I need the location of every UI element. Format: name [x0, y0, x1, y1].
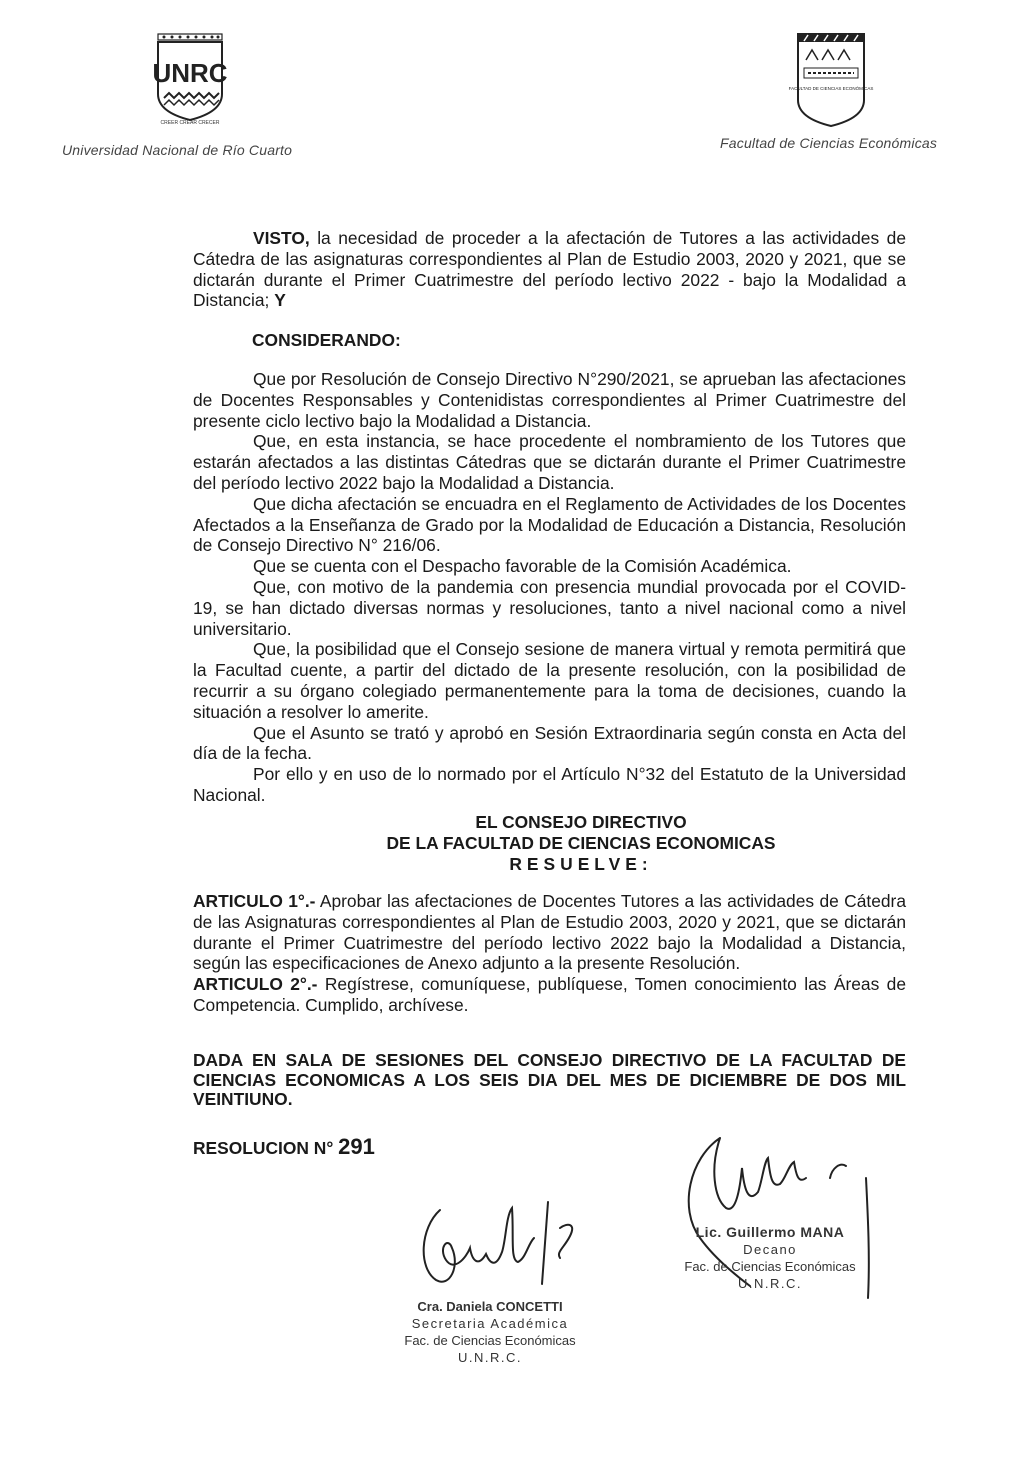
unrc-logo: [150, 30, 230, 130]
considerando-paragraph: Que, la posibilidad que el Consejo sesione de manera virtual y remota permitirá que la Facultad cuente, a partir del dictado de la presente resolución, con la posibilidad de recurrir a su órgano colegiado permanentemente para la toma de decisiones, cuando la situación a resolver lo amerite.: [193, 639, 906, 722]
signatory-left: [360, 1298, 620, 1366]
article-text: Regístrese, comuníquese, publíquese, Tomen conocimiento las Áreas de Competencia. Cumplido, archívese.: [193, 974, 906, 1015]
consejo-line-2: DE LA FACULTAD DE CIENCIAS ECONOMICAS: [386, 833, 776, 853]
visto-end: Y: [274, 290, 286, 311]
consejo-line-1: EL CONSEJO DIRECTIVO: [475, 812, 687, 832]
visto-label: VISTO,: [253, 228, 310, 248]
considerando-paragraph: Por ello y en uso de lo normado por el Artículo N°32 del Estatuto de la Universidad Nacional.: [193, 764, 906, 805]
considerando-heading: CONSIDERANDO:: [252, 330, 401, 350]
article-label: ARTICULO 1°.-: [193, 891, 316, 911]
signatory-role: Secretaria Académica: [411, 1316, 569, 1331]
signatory-right: [655, 1224, 885, 1292]
article-label: ARTICULO 2°.-: [193, 974, 318, 995]
faculty-logo: [788, 30, 874, 128]
handwritten-signature-left: [410, 1188, 590, 1298]
signatory-name: Cra. Daniela CONCETTI: [417, 1299, 563, 1314]
signatory-uni: U.N.R.C.: [738, 1276, 802, 1291]
resuelve-line: RESUELVE:: [509, 854, 653, 874]
logo-tagline: CREER CREAR CRECER: [160, 120, 220, 126]
signatory-org: Fac. de Ciencias Económicas: [404, 1333, 576, 1348]
article-2: [193, 974, 906, 1016]
signatory-org: Fac. de Ciencias Económicas: [684, 1259, 856, 1274]
article-text: Aprobar las afectaciones de Docentes Tutores a las actividades de Cátedra de las Asignaturas correspondientes al Plan de Estudio 2003, 2020 y 2021, que se dictarán durante el Primer Cuatrimestre del período lectivo 2022 bajo la Modalidad a Distancia, según las especificaciones de Anexo adjunto a la presente Resolución.: [193, 891, 907, 974]
considerando-paragraph: Que el Asunto se trató y aprobó en Sesión Extraordinaria según consta en Acta del día de la fecha.: [193, 722, 906, 764]
considerando-paragraph: Que, con motivo de la pandemia con presencia mundial provocada por el COVID-19, se han dictado diversas normas y resoluciones, tanto a nivel nacional como a nivel universitario.: [193, 576, 906, 639]
resolution-value: 291: [338, 1134, 375, 1159]
considerando-paragraph: Que por Resolución de Consejo Directivo N°290/2021, se aprueban las afectaciones de Docentes Responsables y Contenidistas correspondientes al Primer Cuatrimestre del presente ciclo lectivo bajo la Modalidad a Distancia.: [193, 369, 906, 431]
considerando-paragraph: Que, en esta instancia, se hace procedente el nombramiento de los Tutores que estarán afectados a las distintas Cátedras que se dictarán durante el Primer Cuatrimestre del período lectivo 2022 bajo la Modalidad a Distancia.: [193, 431, 906, 493]
consejo-heading: [193, 812, 969, 875]
visto-paragraph: [193, 228, 906, 311]
dada-closing: DADA EN SALA DE SESIONES DEL CONSEJO DIRECTIVO DE LA FACULTAD DE CIENCIAS ECONOMICAS A LOS SEIS DIA DEL MES DE DICIEMBRE DE DOS MIL VEINTIUNO.: [193, 1050, 906, 1109]
visto-text: la necesidad de proceder a la afectación de Tutores a las actividades de Cátedra de las asignaturas correspondientes al Plan de Estudio 2003, 2020 y 2021, que se dictarán durante el Primer Cuatrimestre del período lectivo 2022 - bajo la Modalidad a Distancia;: [193, 228, 906, 311]
article-1: [193, 891, 906, 974]
resolution-label: RESOLUCION N°: [193, 1138, 339, 1158]
university-name: Universidad Nacional de Río Cuarto: [62, 142, 293, 158]
signatory-name: Lic. Guillermo MANA: [695, 1224, 845, 1240]
signatory-role: Decano: [743, 1242, 797, 1257]
resolution-number: [193, 1134, 375, 1160]
faculty-name: Facultad de Ciencias Económicas: [720, 135, 938, 151]
considerandos-list: [193, 369, 906, 806]
signatory-uni: U.N.R.C.: [458, 1350, 522, 1365]
svg-text:UNRC: UNRC: [152, 58, 228, 88]
considerando-paragraph: Que se cuenta con el Despacho favorable de la Comisión Académica.: [253, 556, 792, 577]
articles: [193, 891, 906, 1016]
considerando-paragraph: Que dicha afectación se encuadra en el Reglamento de Actividades de los Docentes Afectados a la Enseñanza de Grado por la Modalidad de Educación a Distancia, Resolución de Consejo Directivo N° 216/06.: [193, 493, 906, 556]
svg-text:FACULTAD DE CIENCIAS ECONÓMICA: FACULTAD DE CIENCIAS ECONÓMICAS: [788, 86, 874, 91]
